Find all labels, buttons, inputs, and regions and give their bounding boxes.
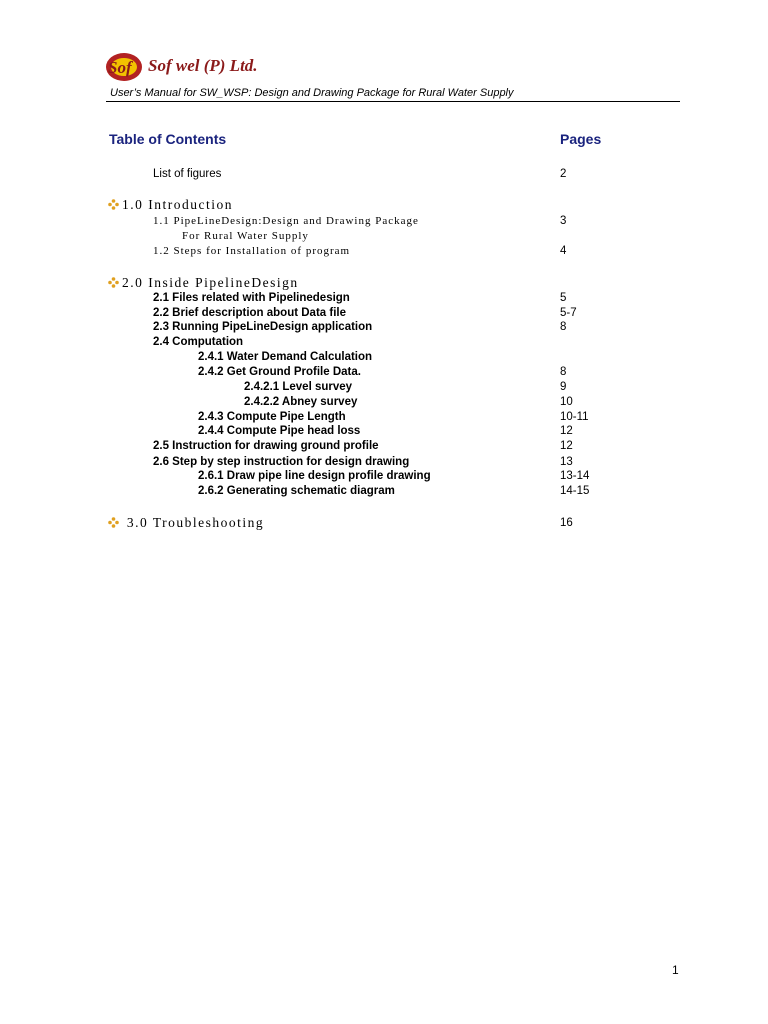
toc-page-3-0: 16 <box>560 517 573 529</box>
logo-emblem-icon <box>104 50 150 84</box>
document-subtitle: User’s Manual for SW_WSP: Design and Drawing Package for Rural Water Supply <box>110 87 514 99</box>
toc-entry-2-4-2[interactable]: 2.4.2 Get Ground Profile Data. <box>198 366 361 378</box>
pages-column-title: Pages <box>560 131 602 147</box>
company-name: Sof wel (P) Ltd. <box>148 56 258 75</box>
toc-page-2-5: 12 <box>560 440 573 452</box>
toc-entry-2-5[interactable]: 2.5 Instruction for drawing ground profile <box>153 440 379 452</box>
toc-entry-1-2[interactable]: 1.2 Steps for Installation of program <box>153 245 351 257</box>
toc-page-1-1: 3 <box>560 215 567 227</box>
toc-page-2-4-3: 10-11 <box>560 411 589 423</box>
diamond-bullet-icon <box>108 277 119 288</box>
toc-entry-2-1[interactable]: 2.1 Files related with Pipelinedesign <box>153 292 350 304</box>
toc-entry-2-4-1[interactable]: 2.4.1 Water Demand Calculation <box>198 351 373 363</box>
toc-page-2-6-1: 13-14 <box>560 470 590 482</box>
toc-page-2-6: 13 <box>560 456 573 468</box>
toc-page-2-3: 8 <box>560 321 567 333</box>
toc-entry-2-6-2[interactable]: 2.6.2 Generating schematic diagram <box>198 485 395 497</box>
toc-entry-2-4-2-1[interactable]: 2.4.2.1 Level survey <box>244 381 353 393</box>
toc-section-introduction[interactable] <box>108 197 233 213</box>
toc-page-1-2: 4 <box>560 245 567 257</box>
header-divider <box>106 101 680 102</box>
toc-section-troubleshooting[interactable] <box>108 515 264 531</box>
toc-entry-2-4-2-2[interactable]: 2.4.2.2 Abney survey <box>244 396 358 408</box>
toc-entry-2-4-3[interactable]: 2.4.3 Compute Pipe Length <box>198 411 346 423</box>
toc-entry-2-3[interactable]: 2.3 Running PipeLineDesign application <box>153 321 373 333</box>
toc-section-title: 1.0 Introduction <box>122 197 233 212</box>
toc-page-list-of-figures: 2 <box>560 168 567 180</box>
toc-section-title: 2.0 Inside PipelineDesign <box>122 275 299 290</box>
toc-entry-2-6-1[interactable]: 2.6.1 Draw pipe line design profile drawing <box>198 470 431 482</box>
toc-page-2-6-2: 14-15 <box>560 485 590 497</box>
diamond-bullet-icon <box>108 199 119 210</box>
toc-page-2-4-4: 12 <box>560 425 573 437</box>
toc-entry-list-of-figures[interactable]: List of figures <box>153 168 222 180</box>
toc-section-title: 3.0 Troubleshooting <box>126 515 265 530</box>
toc-entry-2-4[interactable]: 2.4 Computation <box>153 336 244 348</box>
toc-entry-2-6[interactable]: 2.6 Step by step instruction for design drawing <box>153 456 410 468</box>
toc-page-2-4-2: 8 <box>560 366 567 378</box>
toc-page-2-4-2-2: 10 <box>560 396 573 408</box>
toc-page-2-4-2-1: 9 <box>560 381 567 393</box>
svg-text:Sof: Sof <box>108 58 132 77</box>
toc-page-2-2: 5-7 <box>560 307 577 319</box>
toc-page-2-1: 5 <box>560 292 567 304</box>
diamond-bullet-icon <box>108 517 119 528</box>
toc-entry-2-4-4[interactable]: 2.4.4 Compute Pipe head loss <box>198 425 361 437</box>
toc-entry-2-2[interactable]: 2.2 Brief description about Data file <box>153 307 346 319</box>
toc-section-inside-pipelinedesign[interactable] <box>108 275 299 291</box>
page-number: 1 <box>672 963 679 977</box>
toc-entry-1-1-continued: For Rural Water Supply <box>182 230 309 242</box>
toc-entry-1-1[interactable]: 1.1 PipeLineDesign:Design and Drawing Package <box>153 215 419 227</box>
toc-title: Table of Contents <box>109 131 227 147</box>
